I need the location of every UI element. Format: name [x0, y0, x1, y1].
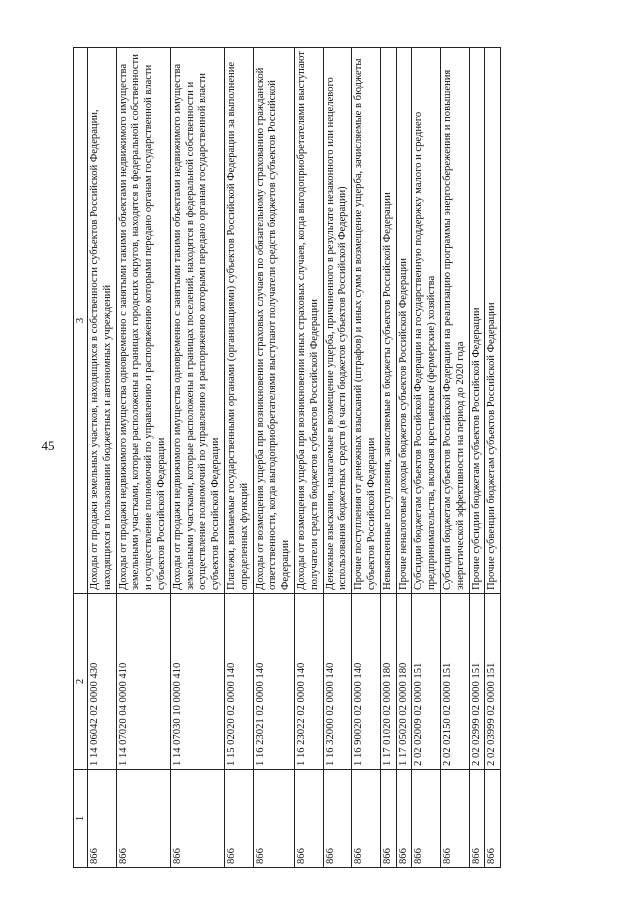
admin-code-cell: 866 — [352, 770, 381, 868]
revenue-name-cell: Платежи, взимаемые государственными органами (организациями) субъектов Российской Федерации за выполнение определенных функций — [224, 48, 253, 594]
revenue-code-cell: 1 16 32000 02 0000 140 — [323, 594, 352, 770]
admin-code-cell: 866 — [253, 770, 294, 868]
revenue-name-cell: Доходы от продажи недвижимого имущества одновременно с занятыми такими объектами недвижимого имущества земельными участками, которые расположены в границах поселений, находятся в федеральной собственности и осуществление полномочий по управлению и распоряжению которыми передано органам государственной власти субъектов Российской Федерации — [170, 48, 224, 594]
table-row — [294, 48, 323, 868]
admin-code-cell: 866 — [224, 770, 253, 868]
revenue-code-cell: 2 02 02999 02 0000 151 — [469, 594, 485, 770]
revenue-codes-table — [73, 47, 501, 868]
table-row — [440, 48, 469, 868]
column-header-3: 3 — [74, 48, 88, 594]
admin-code-cell: 866 — [485, 770, 501, 868]
admin-code-cell: 866 — [323, 770, 352, 868]
table-row — [253, 48, 294, 868]
revenue-code-cell: 1 17 01020 02 0000 180 — [380, 594, 396, 770]
page-number: 45 — [41, 438, 55, 453]
revenue-name-cell: Доходы от возмещения ущерба при возникновении страховых случаев по обязательному страхованию гражданской ответственности, когда выгодоприобретателями выступают получатели средств бюджетов субъектов Российской Федерации — [253, 48, 294, 594]
table-row — [412, 48, 441, 868]
column-header-2: 2 — [74, 594, 88, 770]
column-header-1: 1 — [74, 770, 88, 868]
revenue-code-cell: 1 14 06042 02 0000 430 — [88, 594, 117, 770]
table-row — [352, 48, 381, 868]
revenue-code-cell: 1 16 90020 02 0000 140 — [352, 594, 381, 770]
revenue-name-cell: Субсидии бюджетам субъектов Российской Федерации на государственную поддержку малого и среднего предпринимательства, включая крестьянские (фермерские) хозяйства — [412, 48, 441, 594]
admin-code-cell: 866 — [469, 770, 485, 868]
revenue-code-cell: 1 17 05020 02 0000 180 — [396, 594, 412, 770]
admin-code-cell: 866 — [88, 770, 117, 868]
revenue-code-cell: 1 14 07020 04 0000 410 — [116, 594, 170, 770]
revenue-name-cell: Доходы от продажи недвижимого имущества одновременно с занятыми такими объектами недвижимого имущества земельными участками, которые расположены в границах городских округов, находятся в федеральной собственности и осуществление полномочий по управлению и распоряжению которыми передано органам государственной власти субъектов Российской Федерации — [116, 48, 170, 594]
admin-code-cell: 866 — [440, 770, 469, 868]
revenue-name-cell: Денежные взыскания, налагаемые в возмещение ущерба, причиненного в результате незаконного или нецелевого использования бюджетных средств (в части бюджетов субъектов Российской Федерации) — [323, 48, 352, 594]
table-row — [396, 48, 412, 868]
admin-code-cell: 866 — [412, 770, 441, 868]
revenue-code-cell: 1 15 02020 02 0000 140 — [224, 594, 253, 770]
table-row — [485, 48, 501, 868]
admin-code-cell: 866 — [380, 770, 396, 868]
table-row — [380, 48, 396, 868]
table-row — [224, 48, 253, 868]
rotated-table-sheet — [73, 48, 601, 868]
revenue-name-cell: Прочие поступления от денежных взысканий (штрафов) и иных сумм в возмещение ущерба, зачисляемые в бюджеты субъектов Российской Федерации — [352, 48, 381, 594]
revenue-code-cell: 2 02 03999 02 0000 151 — [485, 594, 501, 770]
admin-code-cell: 866 — [396, 770, 412, 868]
revenue-name-cell: Доходы от продажи земельных участков, находящихся в собственности субъектов Российской Федерации, находящихся в пользовании бюджетных и автономных учреждений — [88, 48, 117, 594]
admin-code-cell: 866 — [294, 770, 323, 868]
table-row — [469, 48, 485, 868]
revenue-name-cell: Прочие субвенции бюджетам субъектов Российской Федерации — [485, 48, 501, 594]
revenue-code-cell: 1 14 07030 10 0000 410 — [170, 594, 224, 770]
table-row — [323, 48, 352, 868]
header-row — [74, 48, 88, 868]
admin-code-cell: 866 — [170, 770, 224, 868]
revenue-code-cell: 2 02 02009 02 0000 151 — [412, 594, 441, 770]
table-row — [116, 48, 170, 868]
admin-code-cell: 866 — [116, 770, 170, 868]
revenue-name-cell: Прочие субсидии бюджетам субъектов Российской Федерации — [469, 48, 485, 594]
table-row — [88, 48, 117, 868]
revenue-code-cell: 2 02 02150 02 0000 151 — [440, 594, 469, 770]
revenue-name-cell: Прочие неналоговые доходы бюджетов субъектов Российской Федерации — [396, 48, 412, 594]
table-row — [170, 48, 224, 868]
revenue-code-cell: 1 16 23022 02 0000 140 — [294, 594, 323, 770]
revenue-name-cell: Доходы от возмещения ущерба при возникновении иных страховых случаев, когда выгодоприобретателями выступают получатели средств бюджетов субъектов Российской Федерации — [294, 48, 323, 594]
revenue-code-cell: 1 16 23021 02 0000 140 — [253, 594, 294, 770]
revenue-name-cell: Невыясненные поступления, зачисляемые в бюджеты субъектов Российской Федерации — [380, 48, 396, 594]
revenue-name-cell: Субсидии бюджетам субъектов Российской Федерации на реализацию программы энергосбережения и повышения энергетической эффективности на период до 2020 года — [440, 48, 469, 594]
